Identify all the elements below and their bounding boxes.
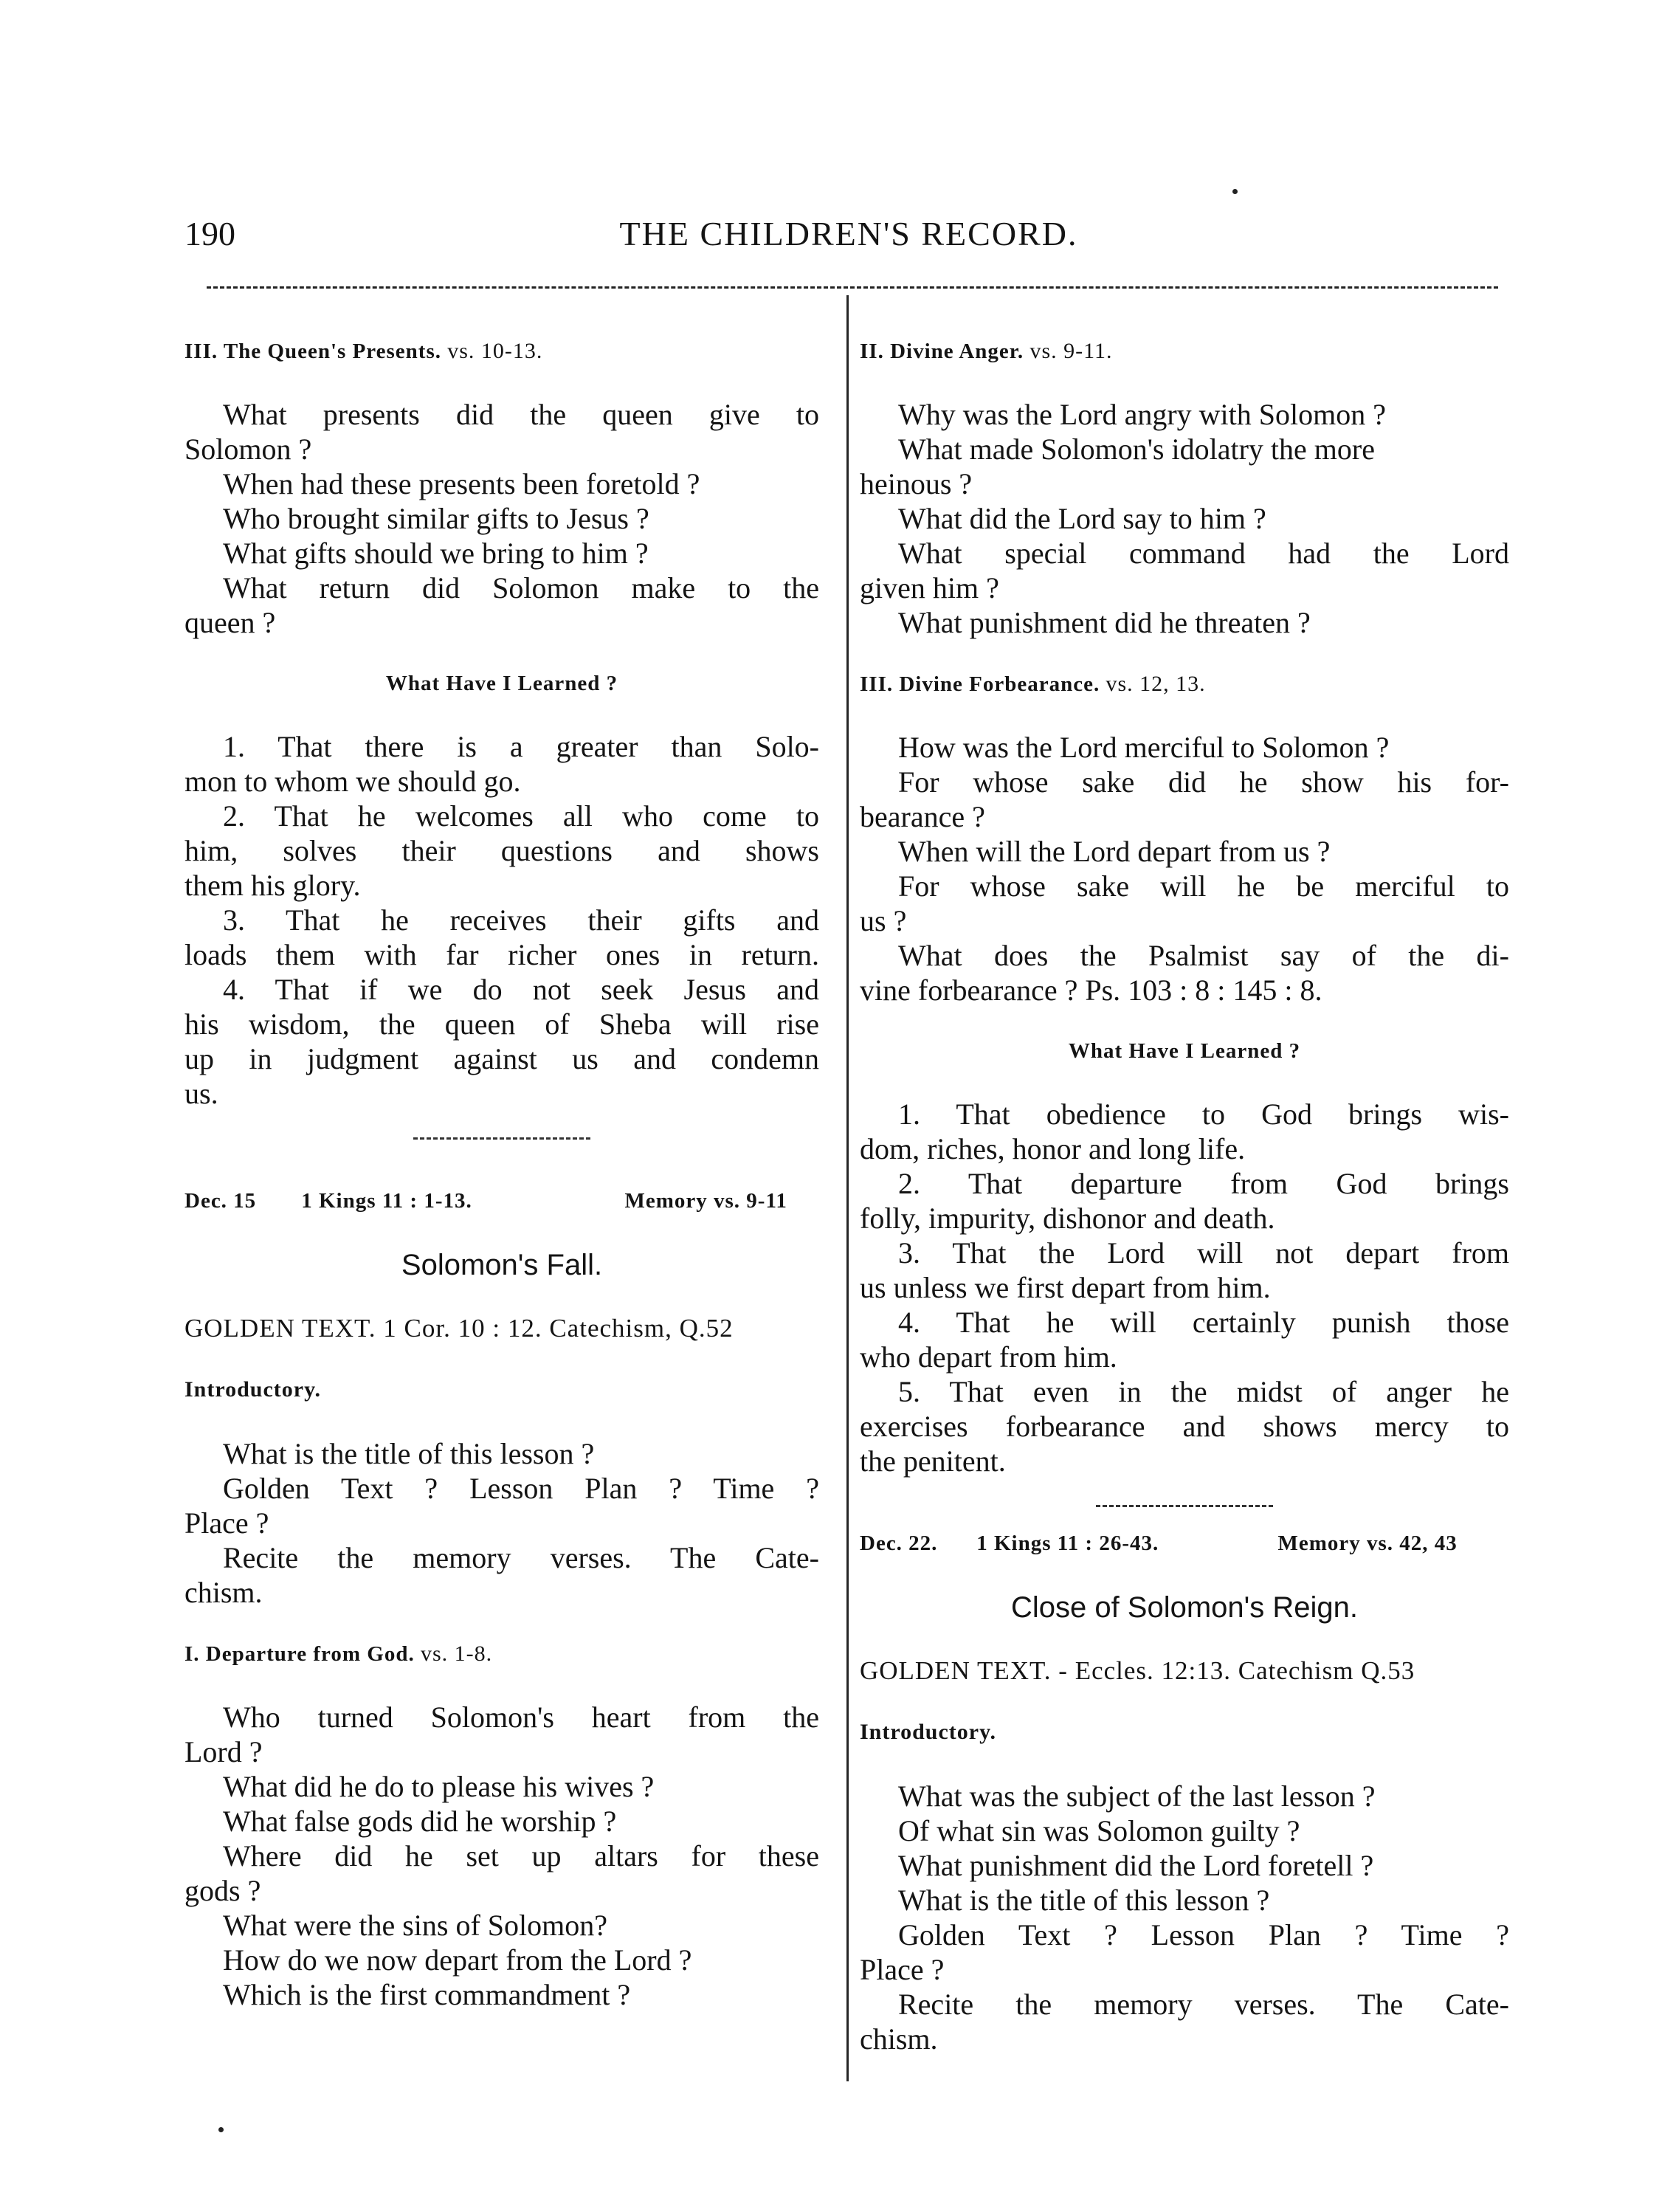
learned-line: 2. That departure from God brings [898,1167,1509,1200]
lesson-memory: Memory vs. 9-11 [624,1189,787,1213]
section-heading: III. The Queen's Presents. vs. 10-13. [184,339,543,363]
question-line: What special command had the Lord [898,537,1509,570]
question-list [860,730,1509,1007]
question-line: Solomon ? [184,433,312,466]
lesson-date: Dec. 15 [184,1189,257,1213]
introductory-heading: Introductory. [184,1377,321,1402]
question-line: given him ? [860,571,999,604]
question-line: Why was the Lord angry with Solomon ? [898,398,1386,431]
lesson-reference: 1 Kings 11 : 26-43. [976,1531,1159,1555]
learned-line: 4. That if we do not seek Jesus and [223,973,819,1006]
learned-heading: What Have I Learned ? [385,672,618,695]
question-line: Which is the first commandment ? [223,1978,631,2011]
question-line: What punishment did he threaten ? [898,606,1311,639]
lesson-reference: 1 Kings 11 : 1-13. [301,1189,472,1213]
intro-list [184,1436,819,1610]
question-line: What made Solomon's idolatry the more [898,433,1375,466]
learned-line: 5. That even in the midst of anger he [898,1375,1509,1408]
lesson-memory: Memory vs. 42, 43 [1277,1531,1458,1555]
learned-line: 3. That the Lord will not depart from [898,1236,1509,1269]
intro-line: Recite the memory verses. The Cate- [223,1541,819,1574]
question-line: How do we now depart from the Lord ? [223,1943,692,1977]
question-line: How was the Lord merciful to Solomon ? [898,731,1390,764]
intro-line: Golden Text ? Lesson Plan ? Time ? [223,1472,819,1505]
learned-line: us. [184,1077,218,1110]
learned-heading: What Have I Learned ? [1068,1039,1301,1063]
section-divider [413,1137,590,1140]
question-line: For whose sake will he be merciful to [898,869,1509,903]
intro-line: What is the title of this lesson ? [223,1437,595,1470]
learned-line: 4. That he will certainly punish those [898,1306,1509,1339]
learned-line: us unless we first depart from him. [860,1271,1271,1304]
question-line: queen ? [184,606,276,639]
section-heading: II. Divine Anger. vs. 9-11. [860,339,1113,363]
running-title: THE CHILDREN'S RECORD. [619,215,1078,252]
learned-line: him, solves their questions and shows [184,834,819,867]
question-line: What presents did the queen give to [223,398,819,431]
speck [218,2127,224,2132]
lesson-heading [184,1184,819,1219]
question-list [860,397,1509,640]
learned-line: 3. That he receives their gifts and [223,903,819,937]
section-heading: III. Divine Forbearance. vs. 12, 13. [860,672,1206,696]
lesson-heading [860,1526,1509,1561]
learned-line: folly, impurity, dishonor and death. [860,1202,1275,1235]
golden-text: GOLDEN TEXT. 1 Cor. 10 : 12. Catechism, Q.52 [184,1314,734,1343]
section-heading: I. Departure from God. vs. 1-8. [184,1641,493,1666]
right-column [860,317,1509,2083]
question-line: What were the sins of Solomon? [223,1909,607,1942]
question-line: Who brought similar gifts to Jesus ? [223,502,649,535]
question-line: For whose sake did he show his for- [898,765,1509,799]
learned-line: dom, riches, honor and long life. [860,1132,1246,1165]
question-line: gods ? [184,1874,261,1907]
question-line: us ? [860,904,907,937]
page-number: 190 [184,215,235,252]
intro-line: What is the title of this lesson ? [898,1884,1270,1917]
intro-line: chism. [860,2022,938,2056]
learned-line: mon to whom we should go. [184,765,521,798]
learned-line: loads them with far richer ones in return. [184,938,819,971]
intro-line: Recite the memory verses. The Cate- [898,1988,1509,2021]
left-column [184,317,819,2039]
learned-line: 1. That there is a greater than Solo- [223,730,819,763]
question-line: What false gods did he worship ? [223,1805,617,1838]
speck [1232,189,1238,194]
header-rule [207,286,1498,289]
question-line: vine forbearance ? Ps. 103 : 8 : 145 : 8. [860,974,1322,1007]
intro-line: Place ? [184,1506,269,1540]
learned-list [860,1097,1509,1478]
golden-text: GOLDEN TEXT. - Eccles. 12:13. Catechism Q.53 [860,1656,1415,1685]
lesson-date: Dec. 22. [860,1531,938,1555]
question-line: What return did Solomon make to the [223,571,819,604]
learned-line: 1. That obedience to God brings wis- [898,1098,1509,1131]
learned-line: the penitent. [860,1444,1006,1478]
question-line: When had these presents been foretold ? [223,467,700,500]
question-line: What did the Lord say to him ? [898,502,1266,535]
question-line: When will the Lord depart from us ? [898,835,1331,868]
learned-list [184,729,819,1111]
learned-line: who depart from him. [860,1340,1117,1374]
intro-line: What was the subject of the last lesson ? [898,1779,1376,1813]
intro-line: chism. [184,1576,263,1609]
question-line: heinous ? [860,467,973,500]
intro-list [860,1779,1509,2056]
lesson-title: Close of Solomon's Reign. [1010,1591,1359,1624]
intro-line: Golden Text ? Lesson Plan ? Time ? [898,1918,1509,1951]
question-list [184,1700,819,2012]
learned-line: them his glory. [184,869,361,902]
learned-line: exercises forbearance and shows mercy to [860,1410,1509,1443]
page-header [184,214,1513,266]
intro-line: What punishment did the Lord foretell ? [898,1849,1374,1882]
learned-line: 2. That he welcomes all who come to [223,799,819,833]
question-line: What does the Psalmist say of the di- [898,939,1509,972]
column-divider [846,295,849,2081]
question-line: What gifts should we bring to him ? [223,537,649,570]
intro-line: Place ? [860,1953,945,1986]
lesson-title: Solomon's Fall. [401,1249,603,1281]
question-line: What did he do to please his wives ? [223,1770,655,1803]
introductory-heading: Introductory. [860,1720,996,1744]
learned-line: his wisdom, the queen of Sheba will rise [184,1007,819,1041]
question-line: Where did he set up altars for these [223,1839,819,1872]
question-line: bearance ? [860,800,985,833]
learned-line: up in judgment against us and condemn [184,1042,819,1075]
intro-line: Of what sin was Solomon guilty ? [898,1814,1300,1847]
question-list [184,397,819,640]
question-line: Who turned Solomon's heart from the [223,1701,819,1734]
question-line: Lord ? [184,1735,263,1768]
section-divider [1096,1505,1273,1507]
